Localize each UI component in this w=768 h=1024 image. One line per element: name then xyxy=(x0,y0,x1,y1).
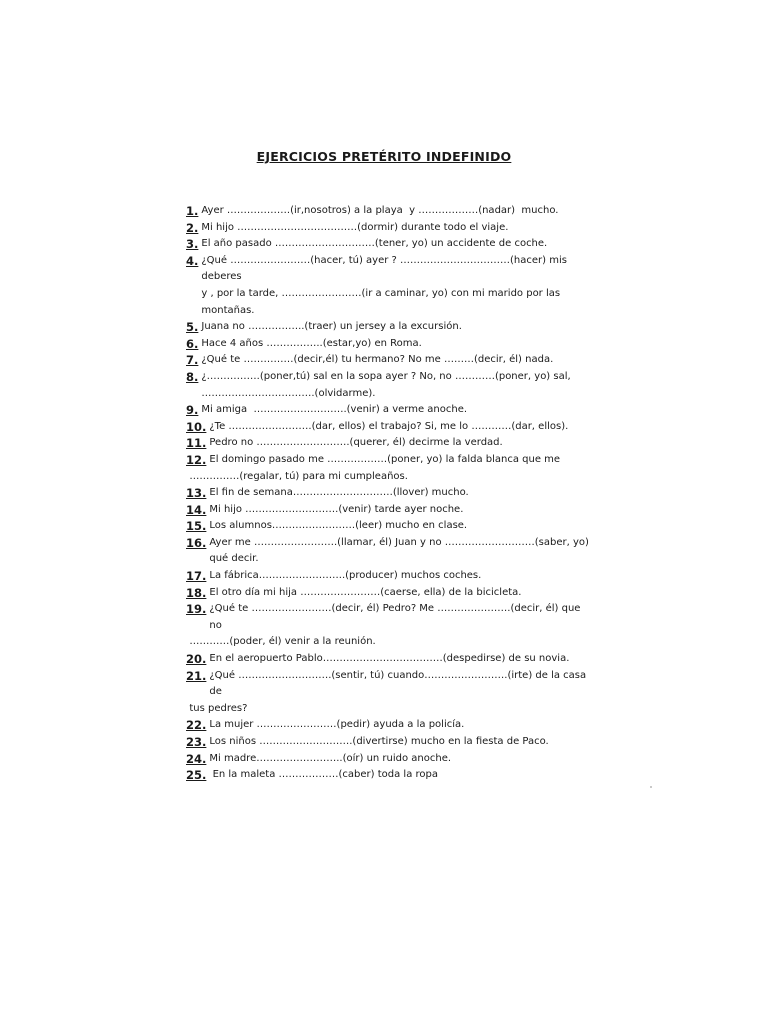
exercise-line: Juana no ……………..(traer) un jersey a la excursión. xyxy=(201,321,462,333)
exercise-line: Ayer ……………….(ir,nosotros) a la playa y ………………(nadar) mucho. xyxy=(201,205,559,216)
exercise-line: Mi amiga ……………………….(venir) a verme anoche. xyxy=(201,404,468,416)
exercise-continuation-line: ……………(regalar, tú) para mi cumpleaños. xyxy=(189,470,408,482)
exercise-number: 24. xyxy=(186,751,207,766)
exercise-item xyxy=(186,485,596,502)
exercise-number: 6. xyxy=(186,336,199,351)
exercise-number: 16. xyxy=(186,535,207,550)
exercise-continuation-line: …………(poder, él) venir a la reunión. xyxy=(189,636,376,648)
exercise-line: Mi madre……………………..(oír) un ruido anoche. xyxy=(209,752,452,764)
exercise-item xyxy=(186,535,596,568)
exercise-text xyxy=(201,402,596,419)
exercise-text xyxy=(201,220,596,237)
exercise-text xyxy=(209,751,596,768)
exercise-line: En la maleta ………………(caber) toda la ropa xyxy=(209,769,438,781)
exercise-line: El otro día mi hija ……………………(caerse, ella) de la bicicleta. xyxy=(209,586,522,598)
exercise-text xyxy=(209,734,596,751)
exercise-item xyxy=(186,751,596,768)
exercise-number: 10. xyxy=(186,419,207,434)
exercise-line: ¿Qué ……………………(hacer, tú) ayer ? ……………………………(hacer) mis deberes xyxy=(201,254,571,283)
exercise-text xyxy=(209,518,596,535)
exercise-line: ¿Qué te ……………………(decir, él) Pedro? Me ………………….(decir, él) que no xyxy=(209,603,584,631)
exercise-text xyxy=(209,535,596,568)
exercise-item xyxy=(186,452,596,485)
exercise-number: 3. xyxy=(186,237,199,252)
exercise-number: 12. xyxy=(186,452,207,467)
exercise-line: Hace 4 años ……………..(estar,yo) en Roma. xyxy=(201,337,422,349)
exercise-number: 19. xyxy=(186,602,207,617)
exercise-number: 20. xyxy=(186,652,207,667)
exercise-item xyxy=(186,601,596,651)
exercise-text xyxy=(209,568,596,585)
exercise-item xyxy=(186,369,596,402)
exercise-number: 5. xyxy=(186,320,199,335)
exercise-text xyxy=(209,717,596,734)
exercise-text xyxy=(209,435,596,452)
page-title: EJERCICIOS PRETÉRITO INDEFINIDO xyxy=(256,149,512,164)
exercise-item xyxy=(186,253,596,319)
exercise-number: 25. xyxy=(186,768,207,783)
exercise-line: ¿Qué ……………………….(sentir, tú) cuando…………………….(irte) de la casa de xyxy=(209,669,590,698)
exercise-text xyxy=(201,352,596,369)
exercise-text xyxy=(201,253,596,319)
exercise-text xyxy=(201,369,596,402)
exercise-line: Los niños ……………………….(divertirse) mucho en la fiesta de Paco. xyxy=(209,736,549,747)
exercise-line: Mi hijo ……………………….(venir) tarde ayer noche. xyxy=(209,503,464,515)
exercise-text xyxy=(209,419,596,436)
exercise-item xyxy=(186,203,596,220)
exercise-continuation-line: …………………………….(olvidarme). xyxy=(201,387,376,399)
exercise-text xyxy=(209,485,596,502)
exercise-line: El fin de semana…………………………(llover) mucho. xyxy=(209,487,469,499)
exercise-line: Ayer me …………………….(llamar, él) Juan y no ………………………(saber, yo) xyxy=(209,536,589,548)
exercise-text xyxy=(201,236,596,253)
exercise-item xyxy=(186,568,596,585)
exercise-text xyxy=(209,651,596,668)
exercise-list xyxy=(186,203,596,784)
exercise-item xyxy=(186,518,596,535)
exercise-item xyxy=(186,734,596,751)
exercise-number: 17. xyxy=(186,569,207,584)
exercise-number: 4. xyxy=(186,253,199,268)
exercise-line: El año pasado …………………………(tener, yo) un accidente de coche. xyxy=(201,238,548,250)
exercise-number: 7. xyxy=(186,353,199,368)
exercise-line: Mi hijo ………………………………(dormir) durante todo el viaje. xyxy=(201,221,509,233)
exercise-text xyxy=(201,203,596,220)
exercise-line: Pedro no ……………………….(querer, él) decirme la verdad. xyxy=(209,437,503,449)
exercise-continuation-line: tus pedres? xyxy=(189,702,248,714)
exercise-line: ¿Te …………………….(dar, ellos) el trabajo? Si, me lo …………(dar, ellos). xyxy=(209,420,569,432)
exercise-item xyxy=(186,352,596,369)
exercise-text xyxy=(201,336,596,353)
exercise-number: 9. xyxy=(186,403,199,418)
exercise-item xyxy=(186,402,596,419)
exercise-item xyxy=(186,502,596,519)
exercise-text xyxy=(209,585,596,602)
exercise-number: 15. xyxy=(186,519,207,534)
exercise-number: 13. xyxy=(186,486,207,501)
exercise-text xyxy=(201,319,596,336)
exercise-item xyxy=(186,668,596,718)
exercise-number: 8. xyxy=(186,369,199,384)
exercise-continuation-line: montañas. xyxy=(201,304,255,316)
exercise-number: 21. xyxy=(186,668,207,683)
exercise-line: En el aeropuerto Pablo………………………………(despedirse) de su novia. xyxy=(209,653,570,665)
exercise-number: 14. xyxy=(186,502,207,517)
exercise-line: La mujer ……………………(pedir) ayuda a la policía. xyxy=(209,719,465,731)
exercise-continuation-line: qué decir. xyxy=(209,553,259,565)
exercise-continuation-line: y , por la tarde, ……………………(ir a caminar, yo) con mi marido por las xyxy=(201,287,561,299)
exercise-item xyxy=(186,319,596,336)
exercise-item xyxy=(186,435,596,452)
exercise-line: La fábrica……………………..(producer) muchos coches. xyxy=(209,570,482,582)
exercise-number: 1. xyxy=(186,204,199,218)
exercise-item xyxy=(186,236,596,253)
exercise-line: Los alumnos…………………….(leer) mucho en clase. xyxy=(209,520,468,532)
exercise-number: 22. xyxy=(186,718,207,733)
exercise-item xyxy=(186,220,596,237)
exercise-text xyxy=(209,767,596,784)
exercise-line: El domingo pasado me ………………(poner, yo) la falda blanca que me xyxy=(209,453,561,465)
exercise-item xyxy=(186,419,596,436)
exercise-line: ¿Qué te ……………(decir,él) tu hermano? No me ………(decir, él) nada. xyxy=(201,354,554,366)
exercise-item xyxy=(186,767,596,784)
exercise-number: 23. xyxy=(186,735,207,749)
exercise-item xyxy=(186,336,596,353)
exercise-item xyxy=(186,651,596,668)
exercise-number: 2. xyxy=(186,220,199,235)
exercise-number: 18. xyxy=(186,585,207,600)
scan-speck xyxy=(650,786,652,788)
exercise-text xyxy=(209,502,596,519)
exercise-line: ¿…………….(poner,tú) sal en la sopa ayer ? No, no …………(poner, yo) sal, xyxy=(201,370,571,382)
exercise-item xyxy=(186,585,596,602)
exercise-number: 11. xyxy=(186,436,207,451)
exercise-item xyxy=(186,717,596,734)
